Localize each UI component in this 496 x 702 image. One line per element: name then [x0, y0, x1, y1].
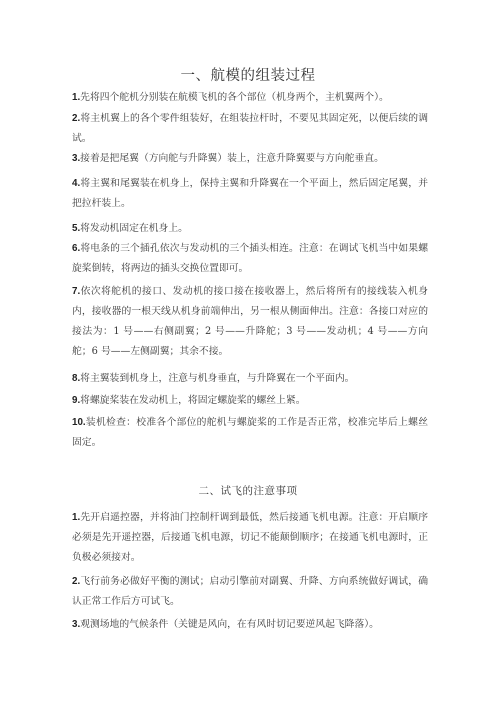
list-item	[72, 413, 428, 453]
item-number: 10.	[72, 417, 86, 428]
item-text: 观测场地的气候条件（关键是风向，在有风时切记要逆风起飞降落）。	[80, 619, 379, 630]
item-number: 5.	[72, 223, 81, 234]
list-item	[72, 174, 428, 214]
list-item	[72, 572, 428, 612]
list-item	[72, 369, 428, 389]
item-number: 3.	[72, 619, 81, 630]
item-text: 接着是把尾翼（方向舵与升降翼）装上，注意升降翼要与方向舵垂直。	[80, 153, 384, 164]
item-text: 将主翼装到机身上，注意与机身垂直，与升降翼在一个平面内。	[80, 373, 355, 384]
list-item	[72, 239, 428, 279]
item-number: 4.	[72, 178, 81, 189]
item-number: 1.	[72, 512, 81, 523]
item-number: 1.	[72, 92, 81, 103]
list-item	[72, 109, 428, 149]
item-number: 3.	[72, 153, 81, 164]
list-item	[72, 282, 428, 362]
item-number: 8.	[72, 373, 81, 384]
section-title-test-flight: 二、试飞的注意事项	[198, 485, 298, 497]
item-text: 将主翼和尾翼装在机身上，保持主翼和升降翼在一个平面上，然后固定尾翼，并把拉杆装上。	[72, 178, 428, 209]
item-text: 将螺旋桨装在发动机上，将固定螺旋桨的螺丝上紧。	[80, 395, 306, 406]
item-number: 7.	[72, 286, 81, 297]
item-number: 2.	[72, 113, 81, 124]
item-text: 将主机翼上的各个零件组装好，在组装拉杆时，不要见其固定死，以便后续的调试。	[72, 113, 428, 144]
list-item	[72, 88, 428, 108]
item-text: 飞行前务必做好平衡的测试；启动引擎前对副翼、升降、方向系统做好调试，确认正常工作后方可试飞。	[72, 576, 428, 607]
item-text: 先将四个舵机分别装在航模飞机的各个部位（机身两个，主机翼两个）。	[80, 92, 389, 103]
item-text: 装机检查：校准各个部位的舵机与螺旋桨的工作是否正常，校准完毕后上螺丝固定。	[72, 417, 428, 448]
item-number: 2.	[72, 576, 81, 587]
list-item	[72, 149, 428, 169]
list-item	[72, 615, 428, 635]
list-item	[72, 508, 428, 568]
item-text: 依次将舵机的接口、发动机的接口接在接收器上，然后将所有的接线装入机身内，接收器的一根天线从机身前端伸出，另一根从侧面伸出。注意：各接口对应的接法为：1 号——右侧副翼；2 号——升降舵；3 号——发动机；4 号——方向舵；6 号——左侧副翼；其余不接。	[72, 286, 428, 357]
item-number: 6.	[72, 243, 81, 254]
list-item	[72, 219, 428, 239]
item-number: 9.	[72, 395, 81, 406]
list-item	[72, 391, 428, 411]
item-text: 先开启遥控器，并将油门控制杆调到最低，然后接通飞机电源。注意：开启顺序必须是先开遥控器，后接通飞机电源，切记不能颠倒顺序；在接通飞机电源时，正负极必须接对。	[72, 512, 428, 563]
item-text: 将发动机固定在机身上。	[80, 223, 188, 234]
item-text: 将电条的三个插孔依次与发动机的三个插头相连。注意：在调试飞机当中如果螺旋桨倒转，将两边的插头交换位置即可。	[72, 243, 428, 274]
section-title-assembly: 一、航模的组装过程	[180, 68, 316, 84]
